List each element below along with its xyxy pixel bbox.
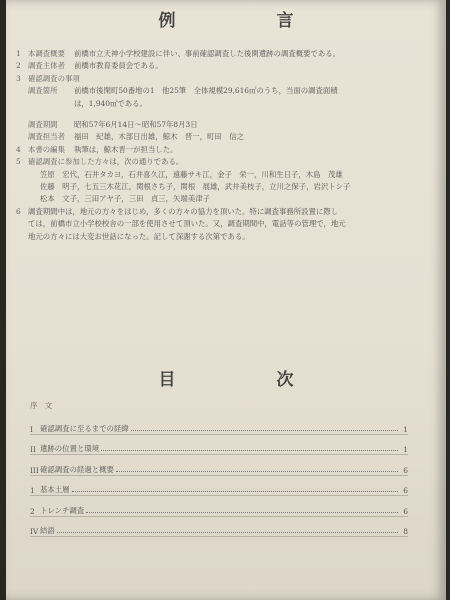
- table-of-contents: [30, 400, 408, 537]
- toc-entry: [30, 414, 408, 435]
- item-label: 本書の編集: [28, 144, 65, 154]
- item-text: 松本 文子，三田アヤ子，三田 貞三，矢端美津子: [40, 194, 210, 204]
- toc-number: 2: [30, 506, 35, 516]
- preface-line: [16, 85, 434, 97]
- toc-label: トレンチ調査: [40, 505, 85, 515]
- item-text: は，次の通りである。: [109, 157, 184, 167]
- preface-line: [16, 169, 434, 181]
- preface-line: [16, 206, 434, 218]
- preface-line: [16, 98, 434, 110]
- item-number: 5: [16, 157, 21, 167]
- toc-leader: [131, 430, 398, 431]
- item-label: [28, 193, 40, 205]
- item-text: 前橋市後閑町50番地の1 他25筆 全体規模29,616㎡のうち，当面の調査面積: [74, 86, 338, 96]
- toc-leader: [86, 512, 398, 513]
- toc-number: II: [30, 445, 36, 454]
- toc-leader: [72, 491, 398, 492]
- item-label: [28, 181, 40, 193]
- toc-page-number: 1: [403, 445, 408, 454]
- toc-page-number: 6: [403, 486, 408, 495]
- item-number: 6: [16, 206, 21, 216]
- preface-line: [16, 156, 434, 168]
- preface-section: [16, 48, 434, 243]
- toc-label: 結語: [40, 526, 55, 535]
- item-label: 調査期間: [28, 120, 58, 130]
- item-text: 地元の方々には大変お世話になった。記して深謝する次第である。: [28, 231, 250, 241]
- item-label: 確認調査に参加した方々: [28, 157, 110, 167]
- item-number: [16, 169, 28, 181]
- item-label: 調査主体者: [28, 61, 65, 71]
- item-number: 4: [16, 144, 21, 154]
- preface-line: [16, 73, 434, 85]
- item-text: 調査期間中は，地元の方々をはじめ，多くの方々の協力を頂いた。特に調査事務所設置に際し: [28, 206, 339, 216]
- preface-line: [16, 218, 434, 230]
- toc-page-number: 8: [403, 527, 408, 536]
- item-text: 昭和57年6月14日～昭和57年8月3日: [74, 120, 198, 130]
- preface-line: [16, 60, 434, 72]
- item-label: 調査担当者: [28, 132, 65, 142]
- toc-entry: [30, 517, 408, 538]
- toc-entry: [30, 476, 408, 497]
- toc-number: I: [30, 424, 33, 434]
- toc-subheading: 序 文: [30, 401, 53, 410]
- item-number: [16, 218, 28, 230]
- preface-line: [16, 193, 434, 205]
- item-label: [28, 98, 74, 110]
- document-page: [6, 0, 446, 600]
- toc-label: 確認調査の経過と概要: [40, 464, 114, 474]
- item-number: [16, 181, 28, 193]
- item-text: 前橋市教育委員会である。: [74, 61, 163, 71]
- item-label: 本調査概要: [28, 49, 65, 58]
- toc-number: IV: [30, 527, 39, 536]
- toc-heading: 目 次: [158, 370, 336, 390]
- item-number: [16, 231, 28, 243]
- item-label: 調査箇所: [28, 86, 58, 96]
- preface-line: [16, 181, 434, 193]
- preface-line: [16, 131, 434, 143]
- item-text: 前橋市立天神小学校建設に伴い、事前確認調査した後閑遺跡の調査概要である。: [74, 49, 341, 58]
- item-number: [16, 119, 28, 131]
- item-number: [16, 98, 28, 110]
- toc-page-number: 1: [403, 424, 408, 434]
- item-number: [16, 131, 28, 143]
- toc-leader: [101, 450, 398, 451]
- toc-page-number: 6: [403, 506, 408, 516]
- preface-heading: 例 言: [158, 11, 336, 31]
- item-text: 笠原 宏代，石井タカヨ，石井喜久江，遠藤サキ江，金子 栄一，川和生日子，木島 茂雄: [40, 169, 343, 179]
- item-text: 福田 紀雄，木部日出雄，鯨木 晋一，町田 信之: [74, 132, 244, 142]
- item-number: 1: [16, 49, 21, 58]
- item-text: は，1,940㎡である。: [74, 98, 147, 108]
- toc-number: III: [30, 465, 39, 475]
- toc-label: 確認調査に至るまでの経緯: [40, 423, 129, 433]
- preface-line: [16, 144, 434, 156]
- item-label: 確認調査の事項: [28, 73, 80, 83]
- toc-label: 遺跡の位置と環境: [40, 444, 100, 453]
- preface-line: [16, 48, 434, 60]
- item-number: [16, 85, 28, 97]
- toc-page-number: 6: [403, 465, 408, 475]
- toc-label: 基本土層: [40, 485, 70, 494]
- item-number: [16, 193, 28, 205]
- preface-line: [16, 119, 434, 131]
- toc-entry: [30, 435, 408, 456]
- item-text: ては，前橋市立小学校校舎の一部を使用させて頂いた。又，調査期間中，電話等の管理で，地元: [28, 219, 346, 229]
- item-label: [28, 169, 40, 181]
- preface-line: [16, 231, 434, 243]
- toc-entry: [30, 455, 408, 476]
- toc-entry: [30, 496, 408, 517]
- item-text: 執筆は，鯨木晋一が担当した。: [74, 144, 178, 154]
- toc-number: 1: [30, 486, 35, 495]
- item-text: 佐藤 明子，七五三木花江，関根さち子，関根 展雄，武井美枝子，立川之保子，岩沢トシ子: [40, 182, 351, 192]
- toc-leader: [57, 532, 398, 533]
- toc-leader: [116, 471, 398, 472]
- item-text: [74, 73, 434, 85]
- item-number: 3: [16, 73, 21, 83]
- item-number: 2: [16, 61, 21, 71]
